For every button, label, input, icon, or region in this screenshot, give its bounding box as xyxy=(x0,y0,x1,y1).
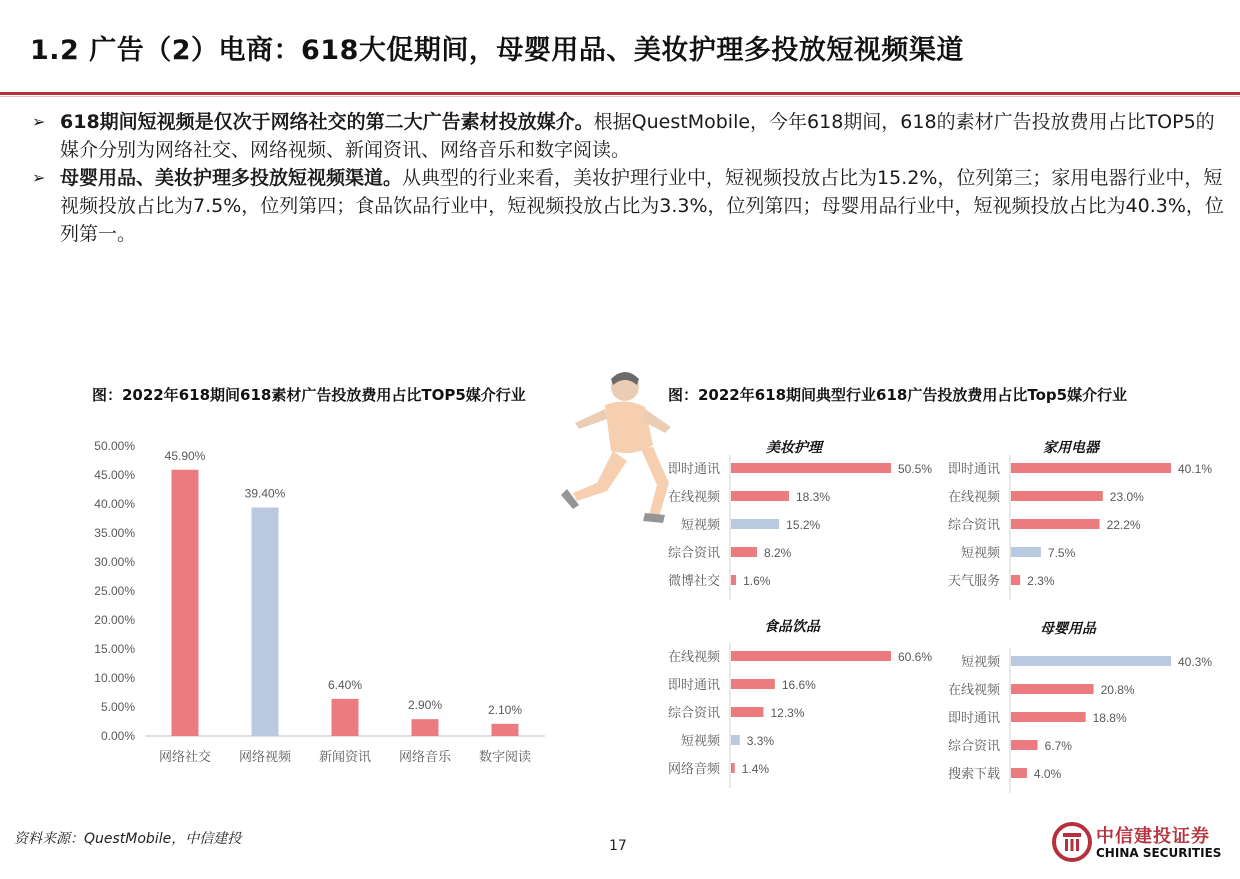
category-label: 在线视频 xyxy=(667,490,720,505)
bar xyxy=(731,763,735,773)
category-label: 搜索下载 xyxy=(947,767,1000,782)
data-label: 18.3% xyxy=(795,490,831,504)
category-label: 短视频 xyxy=(960,655,1000,670)
data-label: 7.5% xyxy=(1047,546,1076,560)
category-label: 在线视频 xyxy=(667,650,720,665)
category-label: 短视频 xyxy=(680,518,720,533)
bar xyxy=(492,724,519,736)
page-title: 1.2 广告（2）电商：618大促期间，母婴用品、美妆护理多投放短视频渠道 xyxy=(30,35,964,66)
y-tick-label: 20.00% xyxy=(94,613,135,627)
page-number: 17 xyxy=(609,838,627,854)
bar xyxy=(1011,575,1020,585)
category-label: 在线视频 xyxy=(947,490,1000,505)
data-label: 4.0% xyxy=(1033,767,1062,781)
bar xyxy=(731,491,789,501)
y-tick-label: 10.00% xyxy=(94,671,135,685)
data-label: 39.40% xyxy=(244,486,286,501)
left-chart-title: 图：2022年618期间618素材广告投放费用占比TOP5媒介行业 xyxy=(92,386,526,404)
data-label: 50.5% xyxy=(898,462,933,476)
panel-title-appliances: 家用电器 xyxy=(1043,440,1099,456)
y-tick-label: 50.00% xyxy=(94,439,135,453)
category-label: 微博社交 xyxy=(667,574,720,589)
y-tick-label: 15.00% xyxy=(94,642,135,656)
data-label: 1.6% xyxy=(743,574,771,588)
data-label: 12.3% xyxy=(770,706,805,720)
baby-hbar-chart xyxy=(920,648,1220,798)
data-label: 60.6% xyxy=(898,650,933,664)
bar xyxy=(731,651,891,661)
y-tick-label: 45.00% xyxy=(94,468,135,482)
bar xyxy=(1011,491,1103,501)
category-label: 即时通讯 xyxy=(947,711,1000,726)
bullet-bold-text: 618期间短视频是仅次于网络社交的第二大广告素材投放媒介。 xyxy=(60,111,594,133)
category-label: 在线视频 xyxy=(947,683,1000,698)
bar xyxy=(1011,768,1027,778)
y-tick-label: 5.00% xyxy=(100,700,135,714)
data-label: 23.0% xyxy=(1109,490,1144,504)
data-label: 45.90% xyxy=(164,448,206,463)
data-label: 2.90% xyxy=(407,698,443,713)
data-label: 3.3% xyxy=(746,734,775,748)
panel-title-beauty: 美妆护理 xyxy=(766,440,822,456)
category-label: 综合资讯 xyxy=(947,739,1000,754)
left-bar-chart xyxy=(60,430,560,790)
bar xyxy=(1011,740,1038,750)
x-tick-label: 网络视频 xyxy=(238,750,292,765)
x-tick-label: 网络音乐 xyxy=(398,750,452,765)
data-label: 40.1% xyxy=(1178,462,1213,476)
bar xyxy=(172,470,199,736)
bar xyxy=(1011,547,1041,557)
logo-text-cn: 中信建投证券 xyxy=(1096,826,1210,847)
appliances-hbar-chart xyxy=(920,455,1220,605)
bullet-arrow-icon: ➢ xyxy=(32,112,46,131)
title-divider xyxy=(0,92,1240,95)
data-label: 16.6% xyxy=(781,678,816,692)
source-note: 资料来源：QuestMobile，中信建投 xyxy=(14,831,242,847)
logo-emblem-icon xyxy=(1052,822,1092,862)
bar xyxy=(731,519,779,529)
data-label: 15.2% xyxy=(786,518,821,532)
beauty-hbar-chart xyxy=(640,455,940,605)
y-tick-label: 25.00% xyxy=(94,584,135,598)
category-label: 综合资讯 xyxy=(947,518,1000,533)
x-tick-label: 数字阅读 xyxy=(478,750,532,765)
category-label: 即时通讯 xyxy=(947,462,1000,477)
bar xyxy=(731,679,775,689)
bar xyxy=(731,463,891,473)
category-label: 即时通讯 xyxy=(667,678,720,693)
bar xyxy=(1011,519,1100,529)
bar xyxy=(1011,712,1086,722)
data-label: 18.8% xyxy=(1092,711,1127,725)
bar xyxy=(1011,463,1171,473)
company-logo xyxy=(1052,820,1232,866)
panel-title-baby: 母婴用品 xyxy=(1040,621,1096,637)
data-label: 6.7% xyxy=(1044,739,1072,753)
bullet-bold-text: 母婴用品、美妆护理多投放短视频渠道。 xyxy=(60,167,403,189)
category-label: 天气服务 xyxy=(947,574,1000,589)
data-label: 20.8% xyxy=(1100,683,1135,697)
data-label: 1.4% xyxy=(741,762,770,776)
bullet-text: 从典型的行业来看，美妆护理行业中，短视频投放占比为15.2%，位列第三；家用电器行业中，短视频投放占比为7.5%，位列第四；食品饮品行业中，短视频投放占比为3.3%，位列第四；母婴用品行业中，短视频投放占比为40.3%，位列第一。 xyxy=(60,167,1224,245)
bullet-item xyxy=(32,164,1224,248)
bar xyxy=(731,575,736,585)
data-label: 40.3% xyxy=(1178,655,1213,669)
bullet-list xyxy=(32,108,1224,248)
y-tick-label: 40.00% xyxy=(94,497,135,511)
data-label: 2.10% xyxy=(487,702,523,717)
bar xyxy=(1011,656,1171,666)
category-label: 综合资讯 xyxy=(667,706,720,721)
y-tick-label: 35.00% xyxy=(94,526,135,540)
category-label: 网络音频 xyxy=(667,762,720,777)
x-tick-label: 新闻资讯 xyxy=(318,750,372,765)
panel-title-food: 食品饮品 xyxy=(764,619,820,635)
bar xyxy=(412,719,439,736)
data-label: 22.2% xyxy=(1106,518,1141,532)
bar xyxy=(332,699,359,736)
food-hbar-chart xyxy=(640,643,940,793)
title-divider-shadow xyxy=(0,96,1240,97)
x-tick-label: 网络社交 xyxy=(158,750,212,765)
bullet-item xyxy=(32,108,1224,164)
right-chart-title: 图：2022年618期间典型行业618广告投放费用占比Top5媒介行业 xyxy=(668,386,1128,404)
bullet-text: 根据QuestMobile，今年618期间，618的素材广告投放费用占比TOP5的媒介分别为网络社交、网络视频、新闻资讯、网络音乐和数字阅读。 xyxy=(60,111,1215,161)
y-tick-label: 0.00% xyxy=(100,729,135,743)
bar xyxy=(731,707,763,717)
y-tick-label: 30.00% xyxy=(94,555,135,569)
category-label: 即时通讯 xyxy=(667,462,720,477)
category-label: 综合资讯 xyxy=(667,546,720,561)
bullet-arrow-icon: ➢ xyxy=(32,168,46,187)
data-label: 6.40% xyxy=(327,677,363,692)
bar xyxy=(731,735,740,745)
bar xyxy=(731,547,757,557)
data-label: 2.3% xyxy=(1027,574,1055,588)
category-label: 短视频 xyxy=(680,734,720,749)
bar xyxy=(1011,684,1094,694)
logo-text-en: CHINA SECURITIES xyxy=(1096,846,1222,860)
category-label: 短视频 xyxy=(960,546,1000,561)
bar xyxy=(252,507,279,736)
data-label: 8.2% xyxy=(763,546,792,560)
